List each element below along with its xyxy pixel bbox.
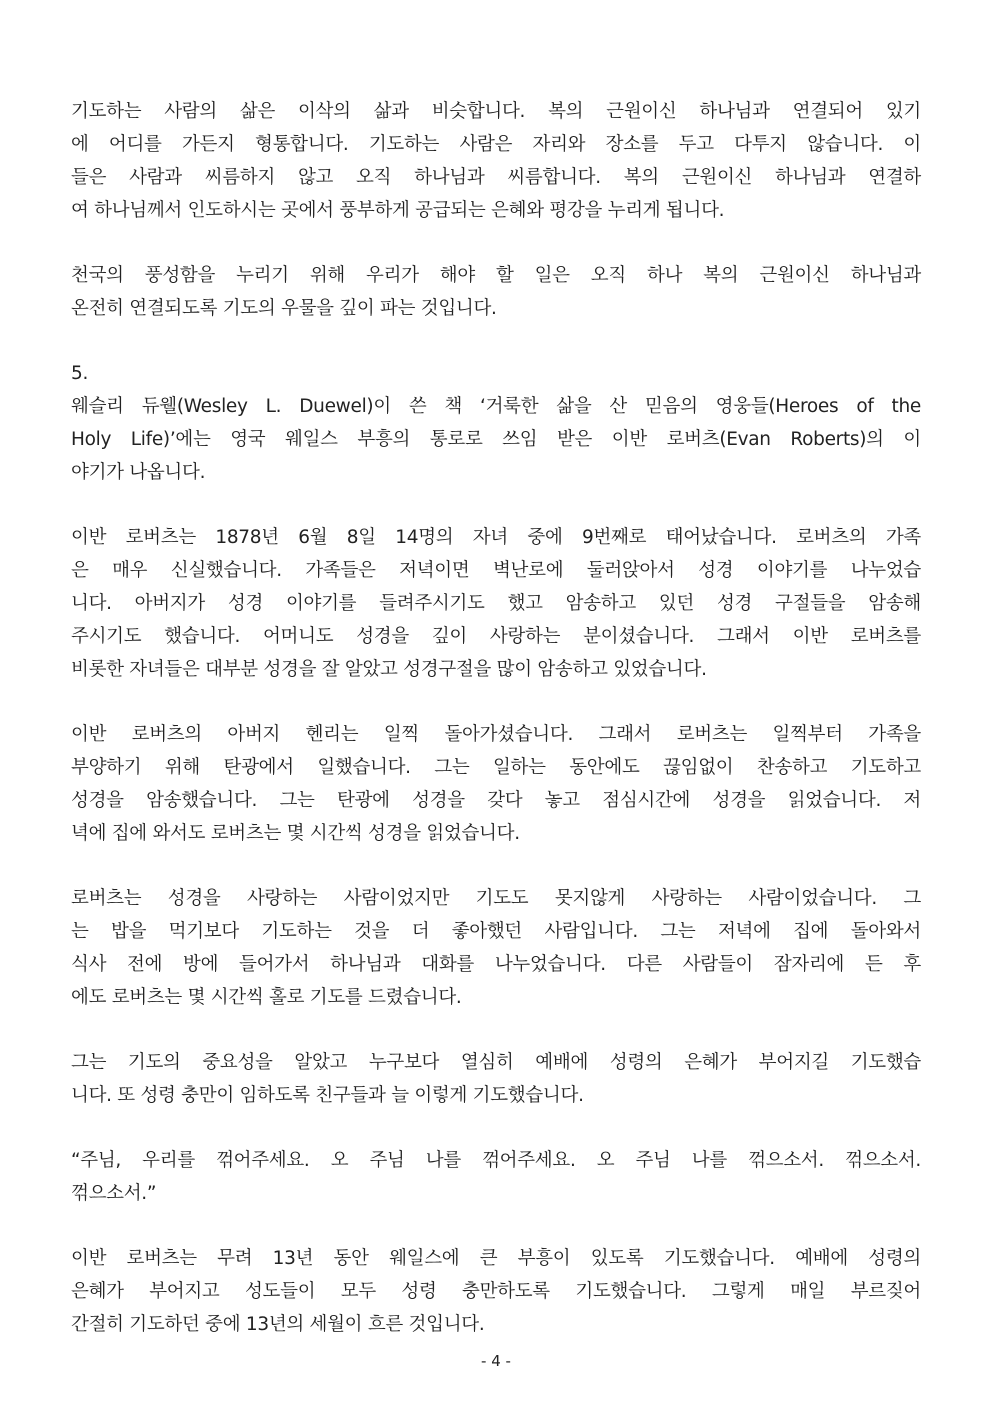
section-number: 5. bbox=[71, 363, 89, 384]
page-number: - 4 - bbox=[481, 1352, 511, 1370]
text-line: 야기가 나옵니다. bbox=[71, 462, 206, 483]
text-line: 이반 로버츠의 아버지 헨리는 일찍 돌아가셨습니다. 그래서 로버츠는 일찍부터 가족을 bbox=[71, 724, 921, 745]
paragraph bbox=[71, 95, 921, 227]
text-line: 은 매우 신실했습니다. 가족들은 저녁이면 벽난로에 둘러앉아서 성경 이야기를 나누었습 bbox=[71, 560, 921, 581]
paragraph bbox=[71, 521, 921, 686]
text-line: “주님, 우리를 꺾어주세요. 오 주님 나를 꺾어주세요. 오 주님 나를 꺾으소서. 꺾으소서. bbox=[71, 1150, 921, 1171]
paragraph bbox=[71, 882, 921, 1014]
text-line: 이반 로버츠는 무려 13년 동안 웨일스에 큰 부흥이 있도록 기도했습니다. 예배에 성령의 bbox=[71, 1248, 921, 1269]
paragraph bbox=[71, 259, 921, 325]
paragraph bbox=[71, 357, 921, 489]
text-line: 주시기도 했습니다. 어머니도 성경을 깊이 사랑하는 분이셨습니다. 그래서 이반 로버츠를 bbox=[71, 626, 921, 647]
text-line: 간절히 기도하던 중에 13년의 세월이 흐른 것입니다. bbox=[71, 1314, 485, 1335]
text-line: 기도하는 사람의 삶은 이삭의 삶과 비슷합니다. 복의 근원이신 하나님과 연결되어 있기 bbox=[71, 101, 921, 122]
document-body bbox=[71, 95, 921, 1373]
text-line: 그는 기도의 중요성을 알았고 누구보다 열심히 예배에 성령의 은혜가 부어지길 기도했습 bbox=[71, 1052, 921, 1073]
text-line: 성경을 암송했습니다. 그는 탄광에 성경을 갖다 놓고 점심시간에 성경을 읽었습니다. 저 bbox=[71, 790, 921, 811]
text-line: 들은 사람과 씨름하지 않고 오직 하나님과 씨름합니다. 복의 근원이신 하나님과 연결하 bbox=[71, 167, 921, 188]
paragraph bbox=[71, 1242, 921, 1341]
text-line: 천국의 풍성함을 누리기 위해 우리가 해야 할 일은 오직 하나 복의 근원이신 하나님과 bbox=[71, 265, 921, 286]
text-line: 웨슬리 듀웰(Wesley L. Duewel)이 쓴 책 ‘거룩한 삶을 산 믿음의 영웅들(Heroes of the bbox=[71, 396, 921, 417]
text-line: 로버츠는 성경을 사랑하는 사람이었지만 기도도 못지않게 사랑하는 사람이었습니다. 그 bbox=[71, 888, 921, 909]
text-line: 여 하나님께서 인도하시는 곳에서 풍부하게 공급되는 은혜와 평강을 누리게 됩니다. bbox=[71, 200, 725, 221]
text-line: Holy Life)’에는 영국 웨일스 부흥의 통로로 쓰임 받은 이반 로버츠(Evan Roberts)의 이 bbox=[71, 429, 921, 450]
text-line: 이반 로버츠는 1878년 6월 8일 14명의 자녀 중에 9번째로 태어났습니다. 로버츠의 가족 bbox=[71, 527, 921, 548]
text-line: 꺾으소서.” bbox=[71, 1183, 157, 1204]
text-line: 니다. 또 성령 충만이 임하도록 친구들과 늘 이렇게 기도했습니다. bbox=[71, 1085, 584, 1106]
text-line: 온전히 연결되도록 기도의 우물을 깊이 파는 것입니다. bbox=[71, 298, 497, 319]
text-line: 녁에 집에 와서도 로버츠는 몇 시간씩 성경을 읽었습니다. bbox=[71, 823, 520, 844]
text-line: 는 밥을 먹기보다 기도하는 것을 더 좋아했던 사람입니다. 그는 저녁에 집에 돌아와서 bbox=[71, 921, 921, 942]
text-line: 니다. 아버지가 성경 이야기를 들려주시기도 했고 암송하고 있던 성경 구절들을 암송해 bbox=[71, 593, 921, 614]
text-line: 은혜가 부어지고 성도들이 모두 성령 충만하도록 기도했습니다. 그렇게 매일 부르짖어 bbox=[71, 1281, 921, 1302]
paragraph bbox=[71, 1046, 921, 1112]
paragraph bbox=[71, 718, 921, 850]
text-line: 부양하기 위해 탄광에서 일했습니다. 그는 일하는 동안에도 끊임없이 찬송하고 기도하고 bbox=[71, 757, 921, 778]
text-line: 에 어디를 가든지 형통합니다. 기도하는 사람은 자리와 장소를 두고 다투지 않습니다. 이 bbox=[71, 134, 921, 155]
quote-paragraph bbox=[71, 1144, 921, 1210]
text-line: 비롯한 자녀들은 대부분 성경을 잘 알았고 성경구절을 많이 암송하고 있었습니다. bbox=[71, 659, 707, 680]
text-line: 에도 로버츠는 몇 시간씩 홀로 기도를 드렸습니다. bbox=[71, 987, 462, 1008]
text-line: 식사 전에 방에 들어가서 하나님과 대화를 나누었습니다. 다른 사람들이 잠자리에 든 후 bbox=[71, 954, 921, 975]
